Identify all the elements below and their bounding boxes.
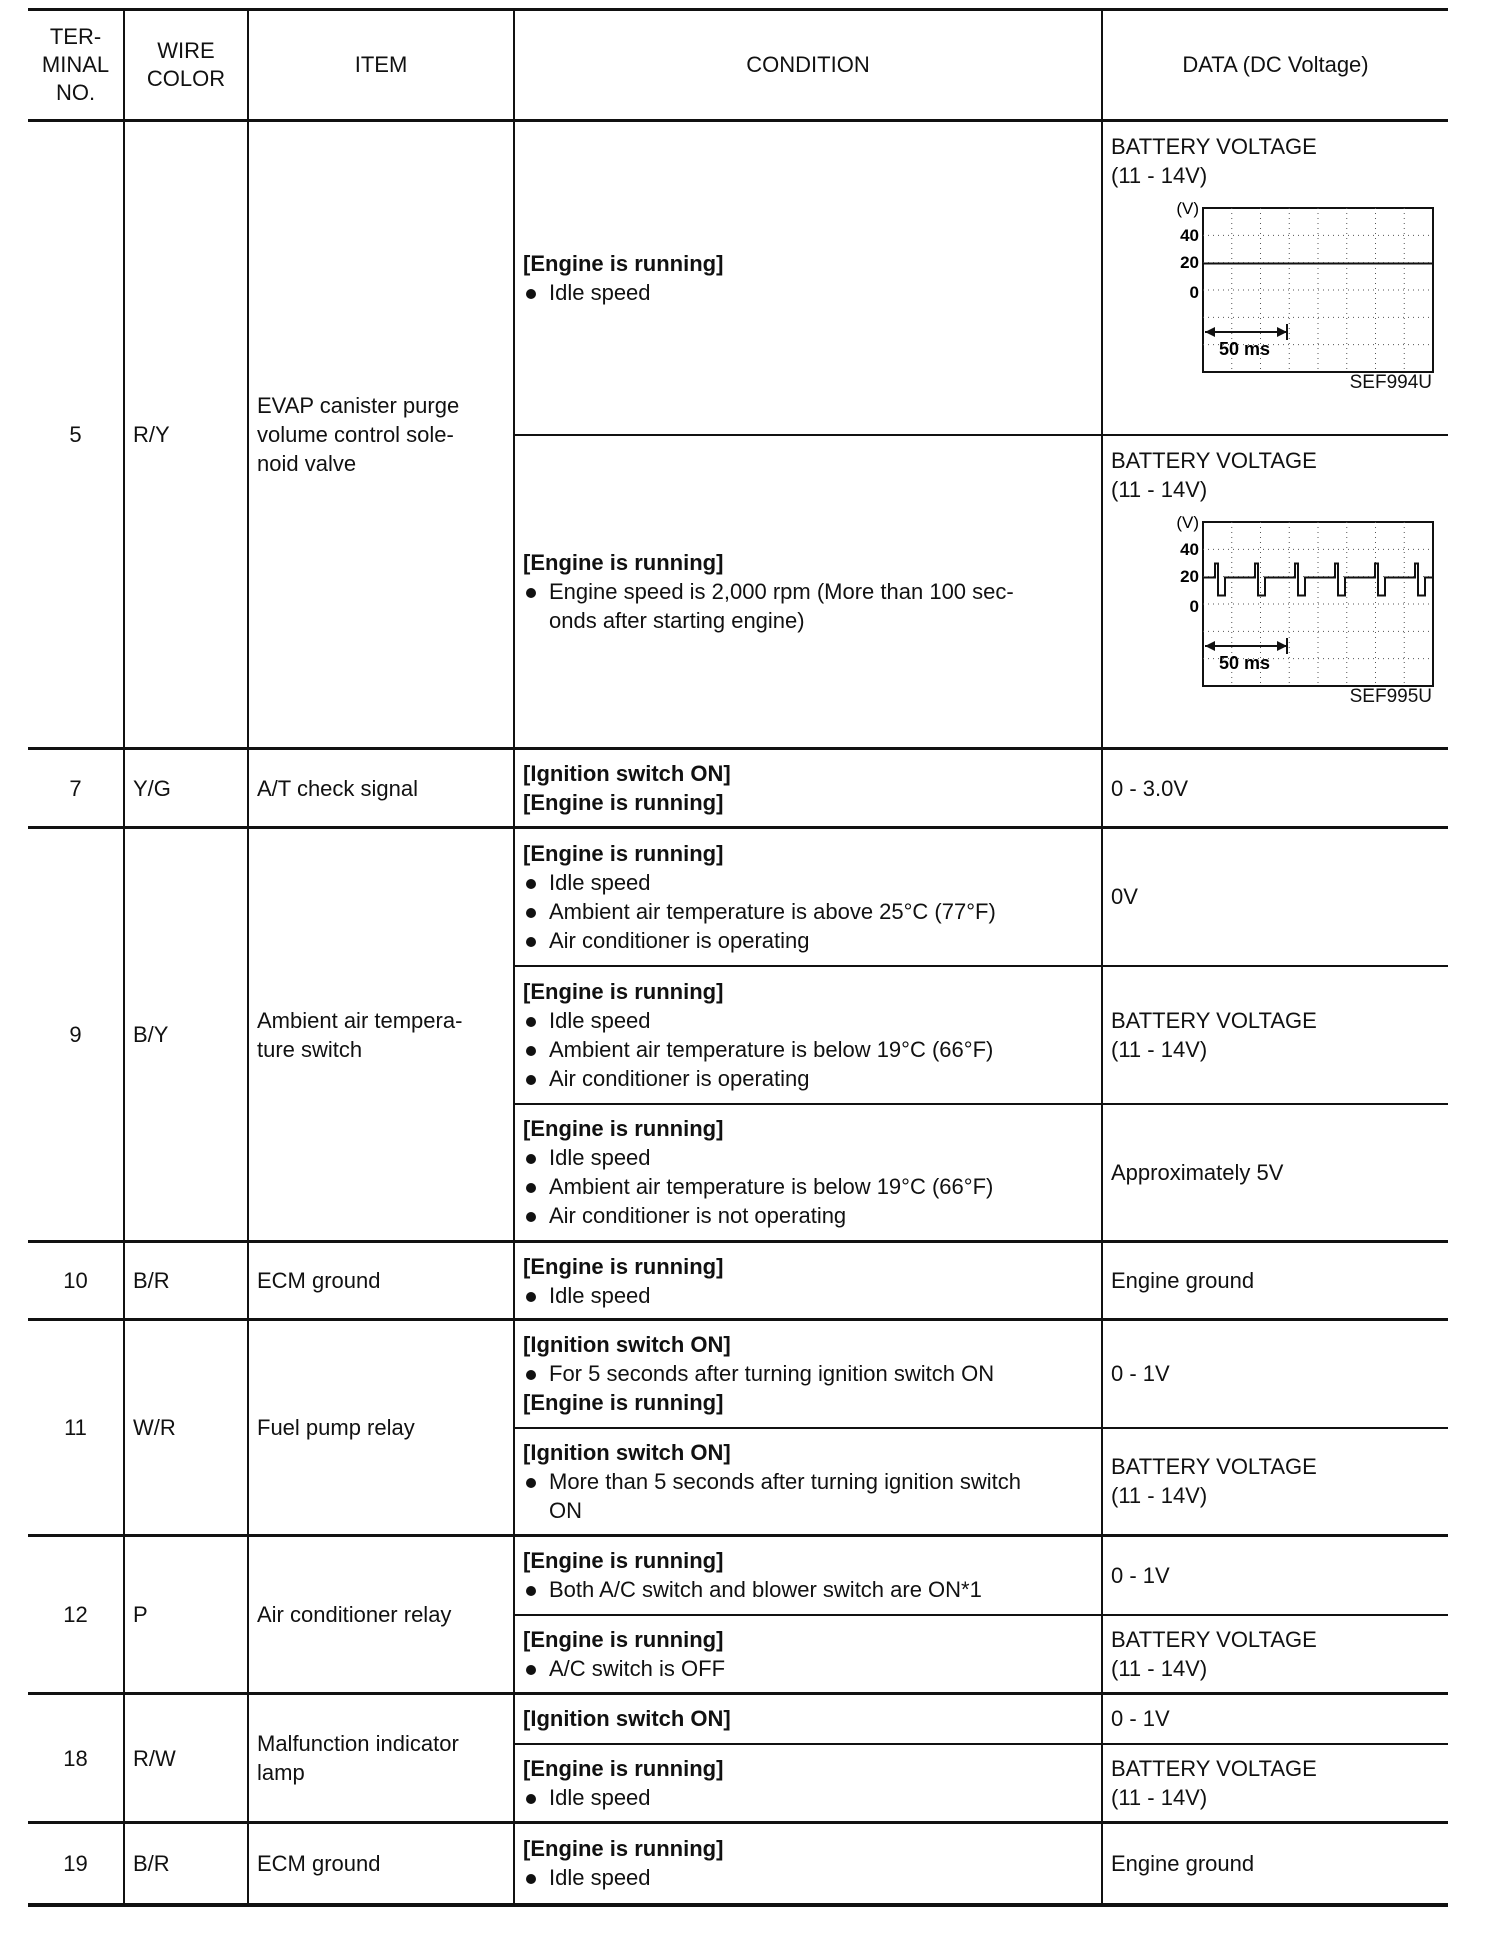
table-row — [28, 1242, 1448, 1320]
condition-bullet-item: Air conditioner is operating — [523, 1064, 1093, 1093]
terminal-number: 19 — [28, 1823, 124, 1905]
item-name — [248, 1242, 514, 1320]
wire-color: Y/G — [124, 749, 248, 828]
condition-bullet-item: Both A/C switch and blower switch are ON*1 — [523, 1575, 1093, 1604]
scope-arrow-right — [1277, 327, 1287, 337]
condition-cell — [514, 1823, 1102, 1905]
data-value-line: BATTERY VOLTAGE — [1111, 1007, 1317, 1033]
table-row — [28, 121, 1448, 435]
table-row — [28, 828, 1448, 966]
wire-color: R/Y — [124, 121, 248, 749]
data-voltage-cell — [1102, 966, 1448, 1104]
data-value-line: 0V — [1111, 884, 1138, 910]
condition-bullet-item: Ambient air temperature is above 25°C (77°F) — [523, 897, 1093, 926]
condition-bullet-item: For 5 seconds after turning ignition switch ON — [523, 1359, 1093, 1388]
terminal-number: 7 — [28, 749, 124, 828]
condition-heading: [Engine is running] — [523, 1548, 724, 1574]
data-voltage-cell — [1102, 121, 1448, 435]
item-line: EVAP canister purge — [257, 393, 460, 418]
data-voltage-cell — [1102, 1694, 1448, 1744]
table-row — [28, 1536, 1448, 1615]
data-value-line: BATTERY VOLTAGE — [1111, 134, 1317, 159]
header-data: DATA (DC Voltage) — [1102, 10, 1448, 121]
data-value-line: Engine ground — [1111, 1850, 1255, 1876]
scope-y-tick-label: 20 — [1180, 566, 1199, 586]
terminal-number: 11 — [28, 1320, 124, 1536]
data-value-line: BATTERY VOLTAGE — [1111, 1755, 1317, 1781]
scope-arrow-right — [1277, 641, 1287, 651]
item-line: noid valve — [257, 451, 357, 476]
condition-bullet-item: More than 5 seconds after turning ignition switch — [523, 1467, 1093, 1496]
condition-heading: [Engine is running] — [523, 1390, 724, 1416]
item-line: ECM ground — [257, 1268, 381, 1293]
wire-color: R/W — [124, 1694, 248, 1823]
item-line: Air conditioner relay — [257, 1602, 452, 1627]
terminal-data-table — [28, 8, 1448, 1907]
scope-signal-trace — [1203, 563, 1433, 595]
data-value-line: Approximately 5V — [1111, 1159, 1284, 1185]
header-wire-color: WIRE COLOR — [124, 10, 248, 121]
condition-heading: [Engine is running] — [523, 1836, 724, 1862]
condition-heading: [Engine is running] — [523, 1253, 724, 1279]
condition-heading: [Engine is running] — [523, 978, 724, 1004]
condition-heading: [Engine is running] — [523, 1755, 724, 1781]
scope-time-label: 50 ms — [1219, 652, 1271, 673]
header-item: ITEM — [248, 10, 514, 121]
wire-color: B/R — [124, 1242, 248, 1320]
condition-heading: [Ignition switch ON] — [523, 1439, 731, 1465]
item-name — [248, 749, 514, 828]
data-value-line: (11 - 14V) — [1111, 1483, 1208, 1509]
data-value-line: Engine ground — [1111, 1268, 1255, 1293]
condition-cell — [514, 749, 1102, 828]
condition-heading: [Engine is running] — [523, 790, 724, 815]
table-header-row — [28, 10, 1448, 121]
condition-cell — [514, 1744, 1102, 1823]
item-name — [248, 1320, 514, 1536]
condition-bullet-item: Idle speed — [523, 1863, 1093, 1892]
oscilloscope-figure — [1111, 504, 1448, 719]
data-voltage-cell — [1102, 1428, 1448, 1536]
item-name — [248, 828, 514, 1242]
table-row — [28, 749, 1448, 828]
terminal-number: 9 — [28, 828, 124, 1242]
data-voltage-cell — [1102, 1104, 1448, 1242]
data-value-line: BATTERY VOLTAGE — [1111, 447, 1317, 473]
wire-color: B/Y — [124, 828, 248, 1242]
condition-bullet-item: Ambient air temperature is below 19°C (66°F) — [523, 1172, 1093, 1201]
data-value-line: (11 - 14V) — [1111, 1036, 1208, 1062]
data-voltage-cell — [1102, 1615, 1448, 1694]
condition-cell — [514, 121, 1102, 435]
figure-id: SEF995U — [1349, 685, 1432, 707]
data-voltage-cell — [1102, 1320, 1448, 1428]
condition-cell — [514, 828, 1102, 966]
data-value-line: 0 - 1V — [1111, 1706, 1170, 1732]
condition-bullet-item: Idle speed — [523, 868, 1093, 897]
item-name — [248, 1694, 514, 1823]
scope-y-unit: (V) — [1176, 512, 1199, 532]
item-line: volume control sole- — [257, 422, 454, 447]
data-value-line: (11 - 14V) — [1111, 163, 1208, 188]
table-row — [28, 1694, 1448, 1744]
item-line: lamp — [257, 1760, 305, 1785]
data-voltage-cell — [1102, 1744, 1448, 1823]
condition-bullet-item: A/C switch is OFF — [523, 1654, 1093, 1683]
data-value-line: (11 - 14V) — [1111, 476, 1208, 502]
condition-cell — [514, 1428, 1102, 1536]
oscilloscope-graph — [1141, 508, 1441, 690]
data-voltage-cell — [1102, 1536, 1448, 1615]
scope-y-tick-label: 40 — [1180, 226, 1199, 245]
condition-cell — [514, 1615, 1102, 1694]
condition-cell — [514, 1104, 1102, 1242]
condition-cell — [514, 1242, 1102, 1320]
condition-bullet-item: Engine speed is 2,000 rpm (More than 100 sec- — [523, 577, 1093, 606]
condition-bullet-item: Idle speed — [523, 1006, 1093, 1035]
item-line: Fuel pump relay — [257, 1415, 415, 1440]
scope-y-unit: (V) — [1176, 199, 1199, 218]
oscilloscope-graph — [1141, 194, 1441, 376]
table-row — [28, 1320, 1448, 1428]
condition-heading: [Engine is running] — [523, 840, 724, 866]
item-line: Malfunction indicator — [257, 1731, 459, 1756]
scope-arrow-left — [1205, 327, 1215, 337]
scope-y-tick-label: 20 — [1180, 253, 1199, 272]
wire-color: P — [124, 1536, 248, 1694]
data-voltage-cell — [1102, 1823, 1448, 1905]
item-name — [248, 1823, 514, 1905]
condition-heading: [Engine is running] — [523, 1116, 724, 1142]
condition-heading: [Ignition switch ON] — [523, 1706, 731, 1732]
terminal-number: 18 — [28, 1694, 124, 1823]
condition-cell — [514, 1320, 1102, 1428]
item-line: ture switch — [257, 1036, 363, 1062]
scope-arrow-left — [1205, 641, 1215, 651]
data-value-line: (11 - 14V) — [1111, 1655, 1208, 1681]
condition-bullet-item: Air conditioner is not operating — [523, 1201, 1093, 1230]
header-terminal-no: TER- MINAL NO. — [28, 10, 124, 121]
condition-bullet-item: Idle speed — [523, 1783, 1093, 1812]
figure-id: SEF994U — [1349, 372, 1432, 393]
terminal-number: 12 — [28, 1536, 124, 1694]
condition-bullet-item: Idle speed — [523, 278, 1093, 307]
condition-heading: [Engine is running] — [523, 250, 724, 276]
condition-cell — [514, 1536, 1102, 1615]
item-line: ECM ground — [257, 1850, 381, 1876]
condition-bullet-item: Idle speed — [523, 1143, 1093, 1172]
condition-bullet-item: Ambient air temperature is below 19°C (66°F) — [523, 1035, 1093, 1064]
condition-heading: [Engine is running] — [523, 1626, 724, 1652]
table-row — [28, 1823, 1448, 1905]
condition-heading: [Ignition switch ON] — [523, 761, 731, 786]
item-line: Ambient air tempera- — [257, 1007, 463, 1033]
oscilloscope-figure — [1111, 190, 1448, 405]
condition-bullet-item: Air conditioner is operating — [523, 926, 1093, 955]
wire-color: W/R — [124, 1320, 248, 1536]
data-value-line: 0 - 3.0V — [1111, 775, 1189, 801]
scope-y-tick-label: 0 — [1189, 283, 1199, 302]
wire-color: B/R — [124, 1823, 248, 1905]
data-voltage-cell — [1102, 435, 1448, 749]
condition-bullet-item: Idle speed — [523, 1281, 1093, 1310]
condition-cell — [514, 1694, 1102, 1744]
item-name — [248, 121, 514, 749]
condition-heading: [Ignition switch ON] — [523, 1332, 731, 1358]
data-value-line: BATTERY VOLTAGE — [1111, 1626, 1317, 1652]
data-value-line: 0 - 1V — [1111, 1361, 1170, 1387]
condition-cell — [514, 435, 1102, 749]
data-voltage-cell — [1102, 1242, 1448, 1320]
data-value-line: 0 - 1V — [1111, 1562, 1170, 1588]
condition-bullet-item: ON — [549, 1497, 582, 1523]
data-value-line: BATTERY VOLTAGE — [1111, 1454, 1317, 1480]
condition-cell — [514, 966, 1102, 1104]
table-body — [28, 121, 1448, 1905]
scope-time-label: 50 ms — [1219, 339, 1271, 359]
data-voltage-cell — [1102, 828, 1448, 966]
data-voltage-cell — [1102, 749, 1448, 828]
terminal-number: 10 — [28, 1242, 124, 1320]
header-condition: CONDITION — [514, 10, 1102, 121]
item-name — [248, 1536, 514, 1694]
item-line: A/T check signal — [257, 775, 419, 801]
condition-bullet-item: onds after starting engine) — [549, 607, 805, 633]
data-value-line: (11 - 14V) — [1111, 1784, 1208, 1810]
scope-y-tick-label: 0 — [1189, 596, 1199, 616]
terminal-number: 5 — [28, 121, 124, 749]
condition-heading: [Engine is running] — [523, 549, 724, 575]
scope-y-tick-label: 40 — [1180, 539, 1199, 559]
